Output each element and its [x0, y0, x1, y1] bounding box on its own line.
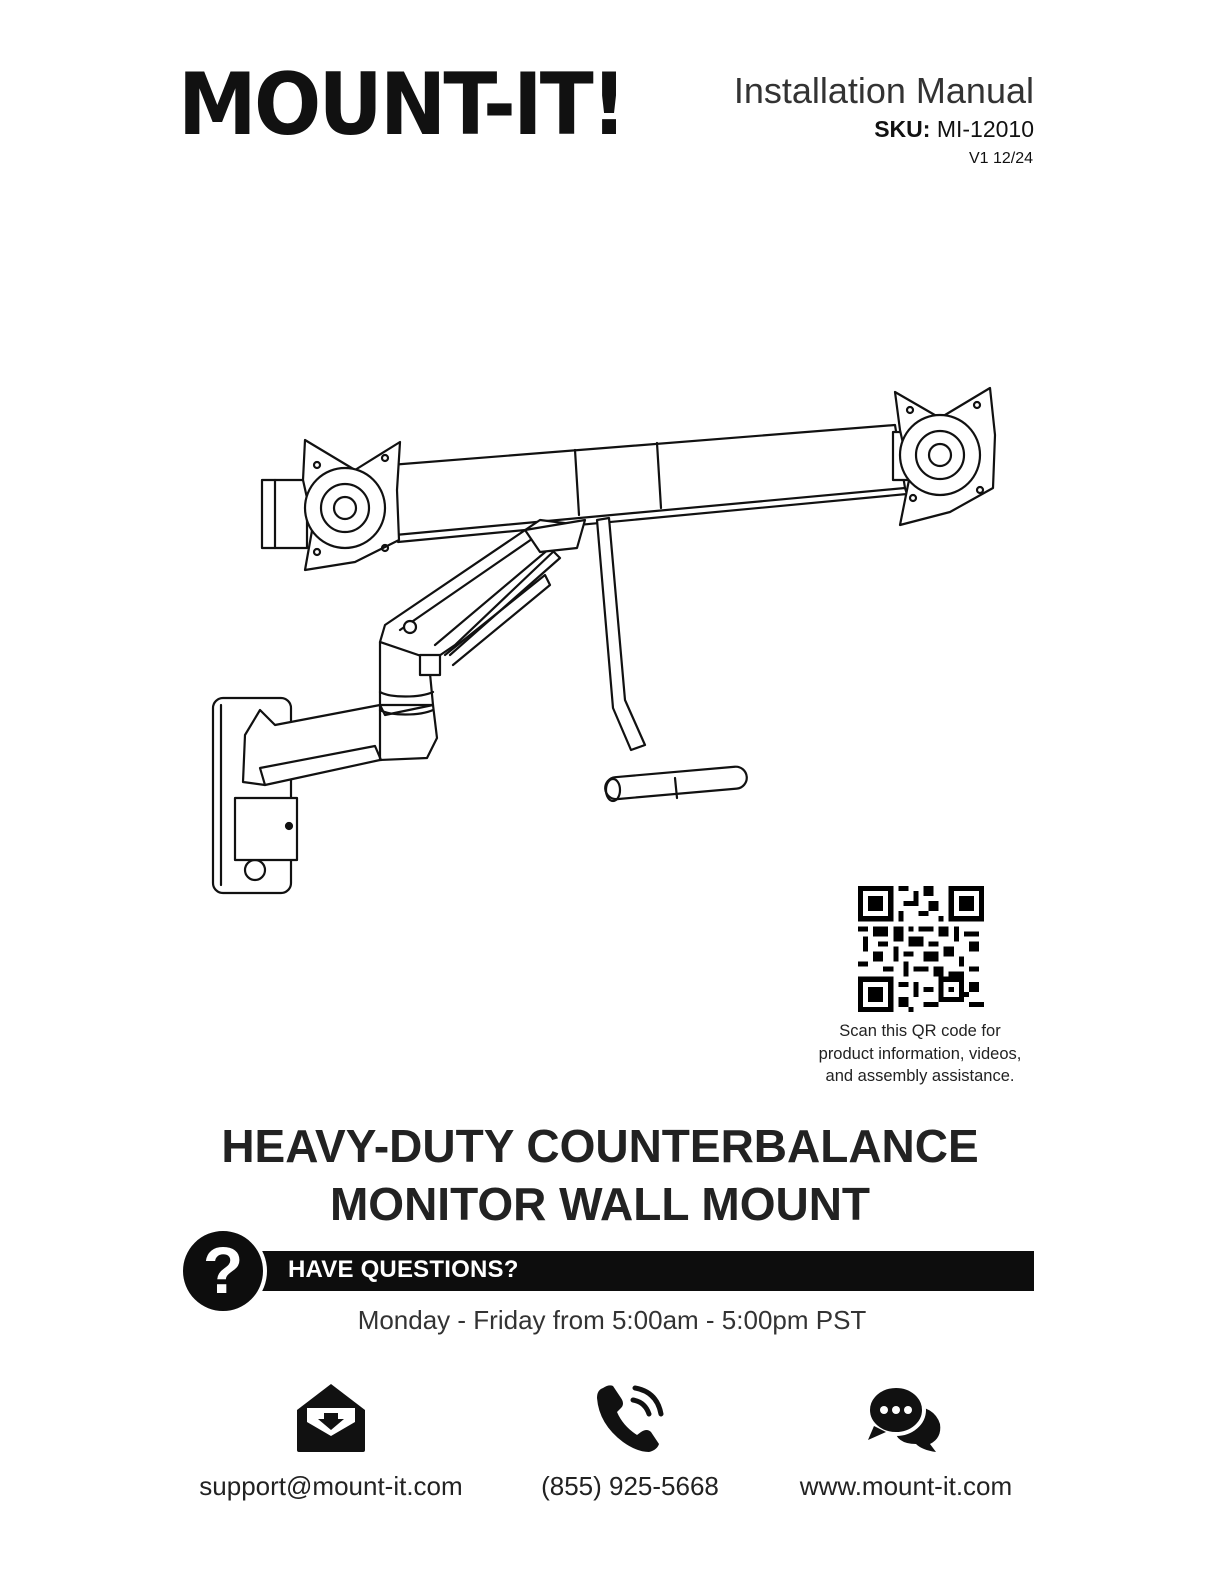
sku-value: MI-12010	[936, 116, 1034, 142]
website-link[interactable]: www.mount-it.com	[799, 1471, 1013, 1501]
sku-label: SKU:	[874, 116, 931, 142]
product-title-line-1: HEAVY-DUTY COUNTERBALANCE	[221, 1120, 979, 1172]
support-hours: Monday - Friday from 5:00am - 5:00pm PST	[357, 1305, 867, 1335]
brand-logo: MOUNT-IT!	[178, 55, 625, 155]
questions-banner-label: HAVE QUESTIONS?	[288, 1256, 519, 1283]
qr-caption-line: product information, videos,	[818, 1044, 1022, 1063]
qr-code[interactable]	[858, 886, 984, 1012]
product-illustration	[205, 380, 1010, 900]
version-date: V1 12/24	[968, 150, 1033, 167]
support-phone-link[interactable]: (855) 925-5668	[541, 1471, 719, 1501]
qr-caption-line: Scan this QR code for	[839, 1022, 1001, 1040]
product-title-line-2: MONITOR WALL MOUNT	[329, 1178, 871, 1230]
document-title: Installation Manual	[733, 70, 1034, 111]
envelope-icon[interactable]	[291, 1380, 371, 1456]
question-mark-glyph: ?	[202, 1233, 244, 1307]
phone-icon[interactable]	[593, 1380, 673, 1456]
product-title	[0, 1117, 1200, 1233]
sku-line	[874, 116, 1034, 143]
qr-caption-line: and assembly assistance.	[825, 1067, 1015, 1085]
qr-caption	[790, 1020, 1050, 1088]
chat-bubbles-icon[interactable]	[864, 1380, 944, 1456]
support-email-link[interactable]: support@mount-it.com	[199, 1471, 463, 1501]
